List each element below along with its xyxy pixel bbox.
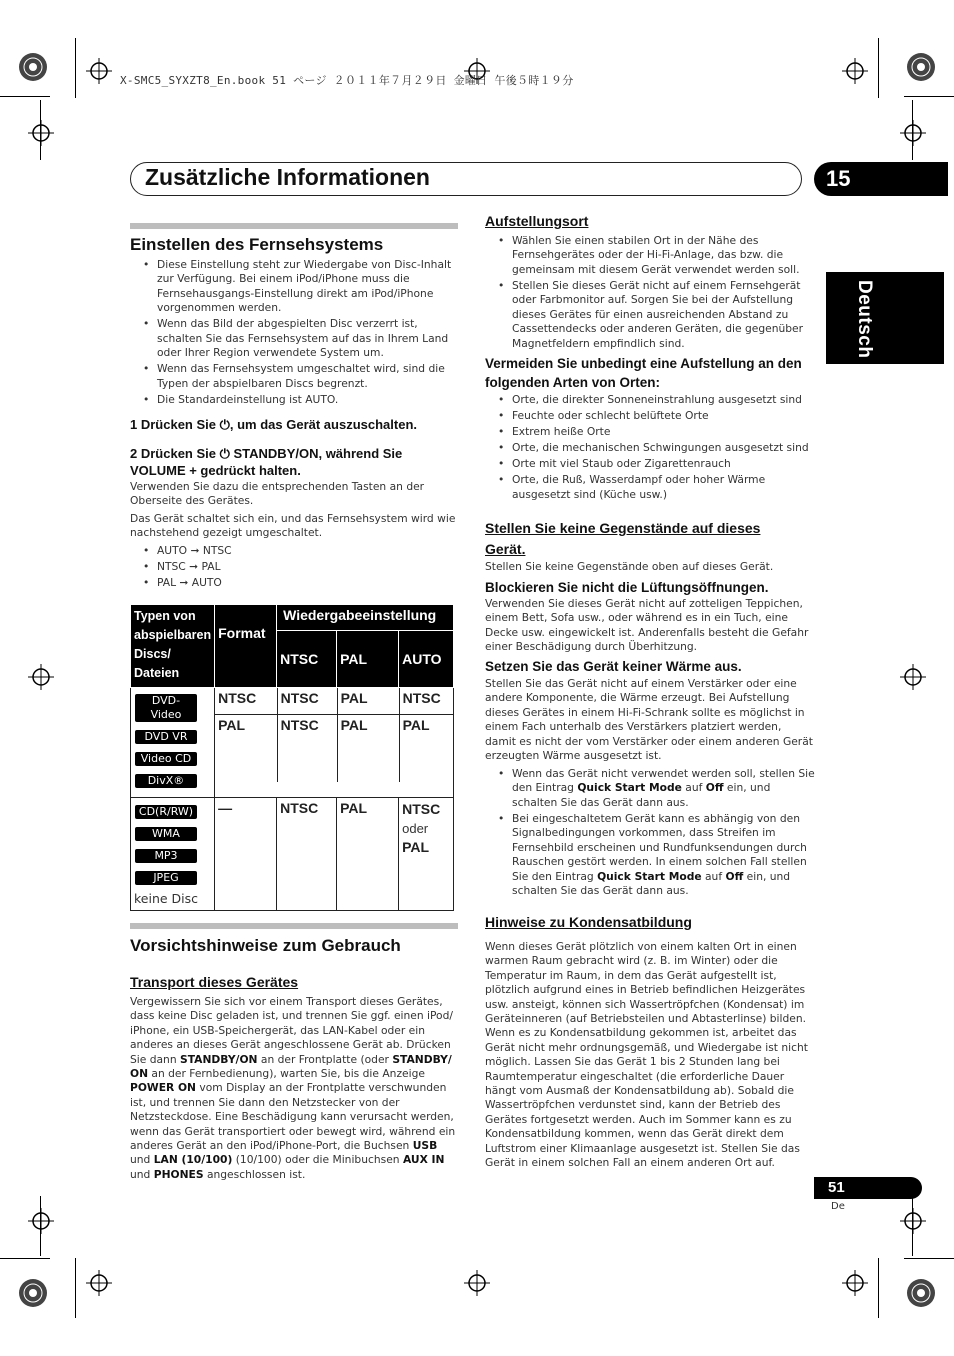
registration-mark-icon <box>18 52 48 82</box>
setting-cells <box>215 688 454 798</box>
disc-badge: DVD-Video <box>135 694 197 722</box>
table-header: Wiedergabeeinstellung <box>277 605 454 631</box>
table-header: Format <box>215 605 277 688</box>
page-title: Zusätzliche Informationen <box>145 164 430 190</box>
print-info: X-SMC5_SYXZT8_En.book 51 ページ ２０１１年７月２９日 金曜日 午後５時１９分 <box>120 74 574 87</box>
cell-value: PAL <box>402 839 430 855</box>
table-cell: PAL <box>337 798 399 911</box>
list-item: • Stellen Sie dieses Gerät nicht auf einem Fernsehgerät oder Farbmonitor auf. Sorgen Sie bei der Aufstellung dieses Gerätes für einen ausreichenden Abstand zu Cassettendecks oder anderen Geräten, die gegenüber Magnetfeldern empfindlich sind. <box>485 279 815 351</box>
step-2-cont: VOLUME + gedrückt halten. <box>130 463 301 478</box>
language-tab: Deutsch <box>826 272 944 364</box>
list-item: • Orte mit viel Staub oder Zigarettenrauch <box>485 457 815 471</box>
list-item: • Orte, die Ruß, Wasserdampf oder hoher Wärme ausgesetzt sind (Küche usw.) <box>485 473 815 502</box>
list-item: • Orte, die direkter Sonneneinstrahlung ausgesetzt sind <box>485 393 815 407</box>
table-cell: NTSC <box>399 688 453 714</box>
transport-paragraph: Vergewissern Sie sich vor einem Transport dieses Gerätes, dass keine Disc geladen ist, und trennen Sie ggf. einen iPod/ iPhone, ein USB-Speichergerät, das LAN-Kabel oder ein anderes an dieses Gerät angeschlossene Gerät ab. Drücken Sie dann STANDBY/ON an der Frontplatte (oder STANDBY/ ON an der Fernbedienung), warten Sie, bis die Anzeige POWER ON vom Display an der Frontplatte verschwunden ist, und trennen Sie dann den Netzstecker von der Netzsteckdose. Eine Beschädigung kann verursacht werden, wenn das Gerät transportiert oder bewegt wird, während ein anderes Gerät an den iPod/iPhone-Port, die Buchsen USB und LAN (10/100) (10/100) oder die Minibuchsen AUX IN und PHONES angeschlossen ist. <box>130 995 456 1181</box>
bullet-list <box>485 393 815 504</box>
paragraph: Das Gerät schaltet sich ein, und das Fernsehsystem wird wie nachstehend gezeigt umgeschaltet. <box>130 512 456 540</box>
table-cell: PAL <box>402 716 430 733</box>
list-item: • NTSC ➞ PAL <box>130 560 460 574</box>
section-bar <box>130 923 458 929</box>
step-2: 2 Drücken Sie ⏻ STANDBY/ON, während Sie <box>130 446 403 461</box>
registration-mark-icon <box>906 52 936 82</box>
page-number: 51 <box>814 1177 922 1199</box>
list-item: • Feuchte oder schlecht belüftete Orte <box>485 409 815 423</box>
registration-mark-icon <box>906 1278 936 1308</box>
subsection-title: Hinweise zu Kondensatbildung <box>485 914 692 930</box>
crosshair-icon <box>28 120 54 146</box>
table-cell: NTSC <box>277 714 337 782</box>
section-bar <box>130 223 458 229</box>
crosshair-icon <box>900 1208 926 1234</box>
table-header: Typen von abspielbaren Discs/ Dateien <box>131 605 215 688</box>
registration-mark-icon <box>18 1278 48 1308</box>
subsection-title: Setzen Sie das Gerät keiner Wärme aus. <box>485 659 742 674</box>
table-cell: NTSC <box>277 798 337 911</box>
table-cell: PAL <box>337 714 399 782</box>
list-item: • Diese Einstellung steht zur Wiedergabe von Disc-Inhalt zur Verfügung. Bei einem iPod/iPhone muss die Fernsehausgangs-Einstellung direkt am iPod/iPhone vorgenommen werden. <box>130 258 460 316</box>
page-language: De <box>831 1201 845 1212</box>
list-item: • Wenn das Gerät nicht verwendet werden soll, stellen Sie den Eintrag Quick Start Mode auf Off ein, und schalten Sie das Gerät dann aus. <box>485 767 815 810</box>
crosshair-icon <box>28 664 54 690</box>
table-cell: PAL <box>215 714 277 782</box>
list-item: • PAL ➞ AUTO <box>130 576 460 590</box>
crosshair-icon <box>28 1208 54 1234</box>
list-item: • Wenn das Fernsehsystem umgeschaltet wird, sind die Typen der abspielbaren Discs begrenzt. <box>130 362 460 391</box>
table-cell: NTSC <box>277 688 337 714</box>
disc-badge: CD(R/RW) <box>135 805 197 819</box>
table-header: NTSC <box>277 631 337 688</box>
crosshair-icon <box>464 1270 490 1296</box>
table-cell: PAL <box>337 688 399 714</box>
paragraph: Verwenden Sie dazu die entsprechenden Tasten an der Oberseite des Gerätes. <box>130 480 425 508</box>
subsection-title: Stellen Sie keine Gegenstände auf dieses Gerät. <box>485 520 761 557</box>
crosshair-icon <box>842 58 868 84</box>
disc-badge: JPEG <box>135 871 197 885</box>
crosshair-icon <box>842 1270 868 1296</box>
section-title: Einstellen des Fernsehsystems <box>130 235 384 254</box>
format-table <box>130 604 454 911</box>
cell-value: oder <box>402 821 429 836</box>
bullet-list <box>130 258 460 409</box>
table-header: PAL <box>337 631 399 688</box>
no-disc-label: keine Disc <box>134 891 199 906</box>
list-item: • Wählen Sie einen stabilen Ort in der Nähe des Fernsehgerätes oder der Hi-Fi-Anlage, das bzw. die gemeinsam mit diesem Gerät verwendet werden soll. <box>485 234 815 277</box>
subsection-title: Blockieren Sie nicht die Lüftungsöffnungen. <box>485 580 769 595</box>
disc-badge: DVD VR <box>135 730 197 744</box>
step-1: 1 Drücken Sie ⏻, um das Gerät auszuschalten. <box>130 417 417 432</box>
paragraph: Stellen Sie das Gerät nicht auf einem Verstärker oder eine andere Komponente, die Wärme erzeugt. Bei Aufstellung dieses Gerätes in einem Hi-Fi-Schrank sollte es möglichst in einem Fach unterhalb des Verstärkers platziert werden, damit es nicht der vom Verstärker oder einem anderen Gerät erzeugten Wärme ausgesetzt ist. <box>485 677 813 763</box>
crosshair-icon <box>86 1270 112 1296</box>
table-cell: NTSC <box>215 688 277 714</box>
crosshair-icon <box>900 120 926 146</box>
bullet-list <box>485 767 815 900</box>
subsection-title: Aufstellungsort <box>485 213 589 229</box>
cycle-list <box>130 544 460 592</box>
subsection-title: Vermeiden Sie unbedingt eine Aufstellung an den folgenden Arten von Orten: <box>485 356 802 390</box>
table-cell <box>399 798 454 911</box>
bullet-list <box>485 234 815 353</box>
disc-badge: DivX® <box>135 774 197 788</box>
paragraph: Wenn dieses Gerät plötzlich von einem kalten Ort in einen warmen Raum gebracht wird (z. B. im Winter) oder die Temperatur im Raum, in dem das Gerät aufgestellt ist, plötzlich aufgrund eines in Betrieb befindlichen Heizgerätes usw. ansteigt, können sich Wassertröpfchen (Kondensat) im Geräteinneren (auf Betriebsteilen und Abtasterlinse) bilden. Wenn es zu Kondensatbildung gekommen ist, arbeitet das Gerät nicht mehr ordnungsgemäß, und Wiedergabe ist nicht möglich. Lassen Sie das Gerät 1 bis 2 Stunden lang bei Raumtemperatur eingeschaltet (die erforderliche Dauer hängt vom Ausmaß der Kondensatbildung ab). Sobald die Wassertröpfchen verdunstet sind, kann der Betrieb des Gerätes fortgesetzt werden. Auch im Sommer kann es zu Kondensatbildung kommen, wenn das Gerät direkt dem Luftstrom einer Klimaanlage ausgesetzt ist. Stellen Sie das Gerät in einem solchen Fall an einem anderen Ort auf. <box>485 940 808 1170</box>
list-item: • Orte, die mechanischen Schwingungen ausgesetzt sind <box>485 441 815 455</box>
chapter-number: 15 <box>814 162 948 196</box>
disc-type-cell <box>131 798 215 911</box>
disc-badge: Video CD <box>135 752 197 766</box>
table-row <box>131 798 454 911</box>
disc-type-cell <box>131 688 215 798</box>
crosshair-icon <box>900 664 926 690</box>
table-cell: — <box>215 798 277 911</box>
section-title: Vorsichtshinweise zum Gebrauch <box>130 936 401 955</box>
subsection-title: Transport dieses Gerätes <box>130 974 299 990</box>
paragraph: Verwenden Sie dieses Gerät nicht auf zotteligen Teppichen, einem Bett, Sofa usw., oder während es in ein Tuch, eine Decke usw. eingewickelt ist. Anderenfalls besteht die Gefahr einer Beschädigung durch Überhitzung. <box>485 597 809 654</box>
list-item: • Bei eingeschaltetem Gerät kann es abhängig von den Signalbedingungen vorkommen, dass Streifen im Fernsehbild erscheinen und Rundfunksendungen durch Rauschen gestört werden. In einem solchen Fall stellen Sie den Eintrag Quick Start Mode auf Off ein, und schalten Sie das Gerät dann aus. <box>485 812 815 898</box>
list-item: • Wenn das Bild der abgespielten Disc verzerrt ist, schalten Sie das Fernsehsystem auf das in Ihrem Land oder Ihrer Region verwendete System um. <box>130 317 460 360</box>
disc-badge: MP3 <box>135 849 197 863</box>
table-header: AUTO <box>399 631 454 688</box>
table-row <box>131 688 454 798</box>
list-item: • AUTO ➞ NTSC <box>130 544 460 558</box>
disc-badge: WMA <box>135 827 197 841</box>
paragraph: Stellen Sie keine Gegenstände oben auf dieses Gerät. <box>485 560 774 573</box>
list-item: • Extrem heiße Orte <box>485 425 815 439</box>
cell-value: NTSC <box>402 801 441 817</box>
list-item: • Die Standardeinstellung ist AUTO. <box>130 393 460 407</box>
crosshair-icon <box>86 58 112 84</box>
